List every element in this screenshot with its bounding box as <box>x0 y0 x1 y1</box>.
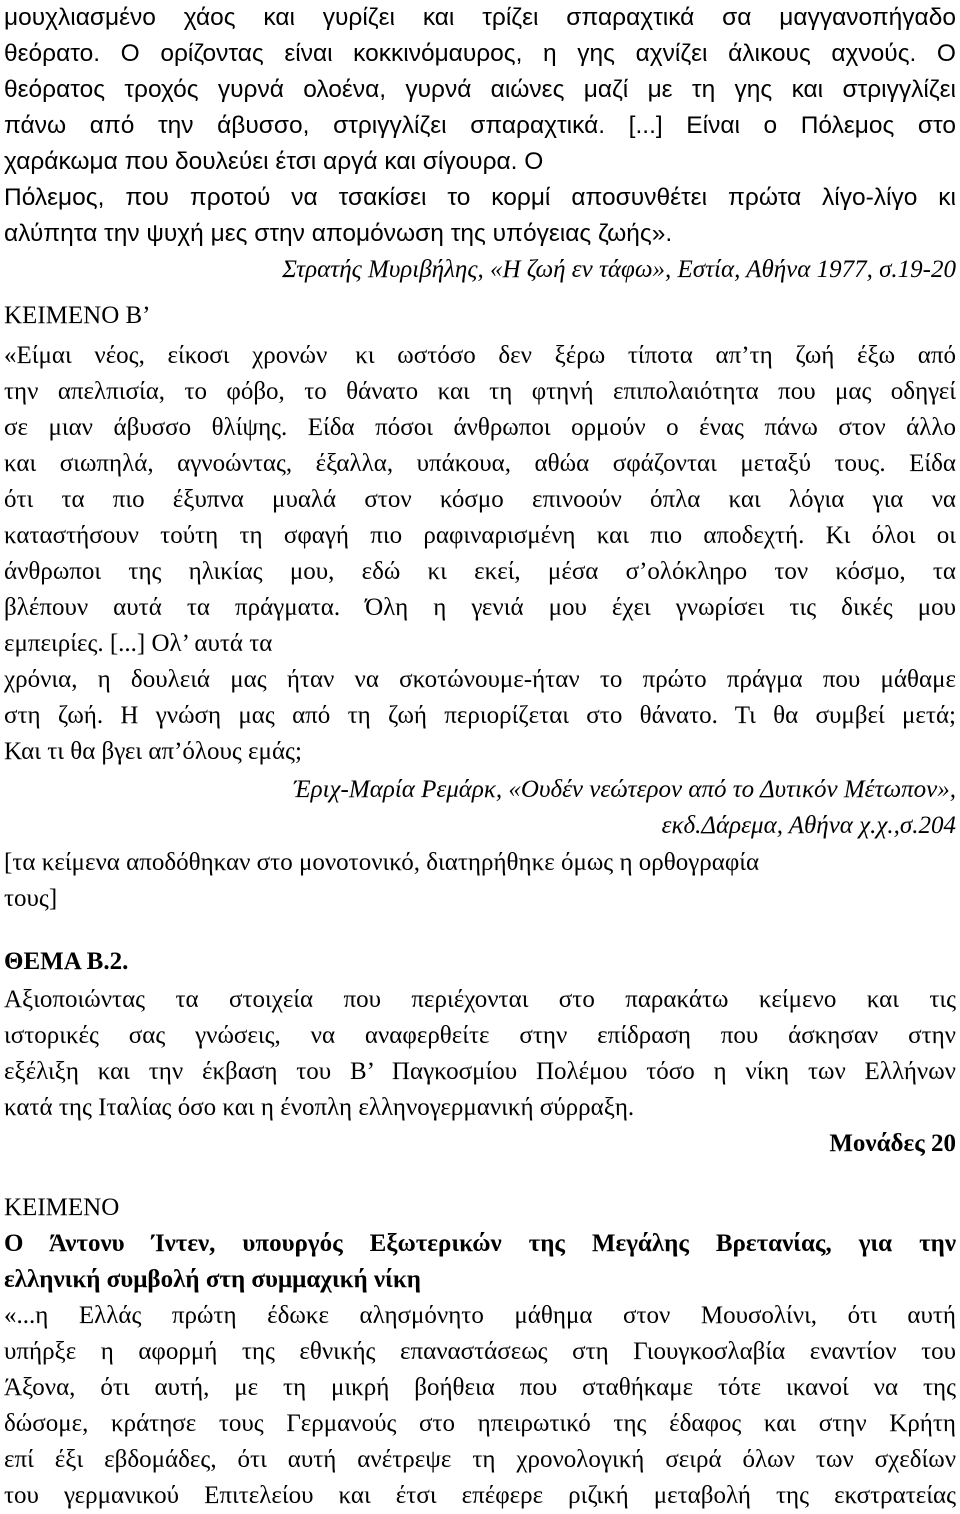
text-b-line: βλέπουν αυτά τα πράγματα. Όλη η γενιά μου έχει γνωρίσει τις δικές μου <box>4 594 956 621</box>
text-b-citation: Έριχ-Μαρία Ρεμάρκ, «Ουδέν νεώτερον από το Δυτικόν Μέτωπον», <box>293 776 956 803</box>
source-line: επί έξι εβδομάδες, ότι αυτή ανέτρεψε τη χρονολογική σειρά όλων των σχεδίων <box>4 1446 956 1473</box>
text-a-line: μουχλιασμένο χάος και γυρίζει και τρίζει σπαραχτικά σα μαγγανοπήγαδο <box>4 4 956 31</box>
text-b-first-line-part2: κι ωστόσο δεν ξέρω τίποτα απ’τη ζωή έξω από <box>355 342 956 369</box>
text-b-first-line <box>4 338 956 374</box>
question-line: Αξιοποιώντας τα στοιχεία που περιέχονται στο παρακάτω κείμενο και τις <box>4 986 956 1013</box>
text-a-line: θεόρατος τροχός γυρνά ολοένα, γυρνά αιώνες μαζί με τη γης και στριγγλίζει <box>4 76 956 103</box>
source-title: ελληνική συμβολή στη συμμαχική νίκη <box>4 1266 421 1293</box>
text-b-citation: εκδ.Δάρεμα, Αθήνα χ.χ.,σ.204 <box>661 812 956 839</box>
question-heading: ΘΕΜΑ Β.2. <box>4 948 129 975</box>
text-b-heading: ΚΕΙΜΕΝΟ Β’ <box>4 302 151 329</box>
text-b-short-line: εμπειρίες. [...] Ολ’ αυτά τα <box>4 630 273 657</box>
source-title: Ο Άντονυ Ίντεν, υπουργός Εξωτερικών της Μεγάλης Βρετανίας, για την <box>4 1230 956 1257</box>
text-b-last-line: Και τι θα βγει απ’όλους εμάς; <box>4 738 302 765</box>
text-a-line: Πόλεμος, που προτού να τσακίσει το κορμί αποσυνθέτει πρώτα λίγο-λίγο κι <box>4 184 956 211</box>
text-b-line: καταστήσουν τούτη τη σφαγή πιο ραφιναρισμένη και πιο αποδεχτή. Κι όλοι οι <box>4 522 956 549</box>
source-line: του γερμανικού Επιτελείου και έτσι επέφερε ριζική μεταβολή της εκστρατείας <box>4 1482 956 1509</box>
text-b-line: άνθρωποι της ηλικίας μου, εδώ κι εκεί, μέσα σ’ολόκληρο τον κόσμο, τα <box>4 558 956 585</box>
source-line: Άξονα, ότι αυτή, με τη μικρή βοήθεια που σταθήκαμε τότε ικανοί να της <box>4 1374 956 1401</box>
text-a-line: αλύπητα την ψυχή μες στην απομόνωση της υπόγειας ζωής». <box>4 220 673 247</box>
text-a-line: πάνω από την άβυσσο, στριγγλίζει σπαραχτικά. [...] Είναι ο Πόλεμος στο <box>4 112 956 139</box>
question-line: ιστορικές σας γνώσεις, να αναφερθείτε στην επίδραση που άσκησαν στην <box>4 1022 956 1049</box>
text-a-line: θεόρατο. Ο ορίζοντας είναι κοκκινόμαυρος, η γης αχνίζει άλικους αχνούς. Ο <box>4 40 956 67</box>
text-b-line: χρόνια, η δουλειά μας ήταν να σκοτώνουμε-ήταν το πρώτο πράγμα που μάθαμε <box>4 666 956 693</box>
orthography-note: τους] <box>4 885 58 912</box>
question-line: εξέλιξη και την έκβαση του Β’ Παγκοσμίου Πολέμου τόσο η νίκη των Ελλήνων <box>4 1058 956 1085</box>
source-heading: ΚΕΙΜΕΝΟ <box>4 1194 120 1221</box>
question-line: κατά της Ιταλίας όσο και η ένοπλη ελληνογερμανική σύρραξη. <box>4 1094 635 1121</box>
source-line: υπήρξε η αφορμή της εθνικής επαναστάσεως στη Γιουγκοσλαβία εναντίον του <box>4 1338 956 1365</box>
text-b-line: σε μιαν άβυσσο θλίψης. Είδα πόσοι άνθρωποι ορμούν ο ένας πάνω στον άλλο <box>4 414 956 441</box>
source-line: δώσομε, κράτησε τους Γερμανούς στο ηπειρωτικό της έδαφος και στην Κρήτη <box>4 1410 956 1437</box>
text-b-line: και σιωπηλά, αγνοώντας, έξαλλα, υπάκουα, αθώα σφάζονται μεταξύ τους. Είδα <box>4 450 956 477</box>
marks-label: Μονάδες 20 <box>829 1130 956 1157</box>
text-b-first-line-part1: «Είμαι νέος, είκοσι χρονών <box>4 342 328 369</box>
text-b-line: ότι τα πιο έξυπνα μυαλά στον κόσμο επινοούν όπλα και λόγια για να <box>4 486 956 513</box>
orthography-note: [τα κείμενα αποδόθηκαν στο μονοτονικό, διατηρήθηκε όμως η ορθογραφία <box>4 849 760 876</box>
text-a-line: χαράκωμα που δουλεύει έτσι αργά και σίγουρα. Ο <box>4 148 544 175</box>
text-b-line: την απελπισία, το φόβο, το θάνατο και τη φτηνή επιπολαιότητα που μας οδηγεί <box>4 378 956 405</box>
text-b-line: στη ζωή. Η γνώση μας από τη ζωή περιορίζεται στο θάνατο. Τι θα συμβεί μετά; <box>4 702 956 729</box>
source-line: «...η Ελλάς πρώτη έδωκε αλησμόνητο μάθημα στον Μουσολίνι, ότι αυτή <box>4 1302 956 1329</box>
text-a-citation: Στρατής Μυριβήλης, «Η ζωή εν τάφω», Εστία, Αθήνα 1977, σ.19-20 <box>282 256 956 283</box>
